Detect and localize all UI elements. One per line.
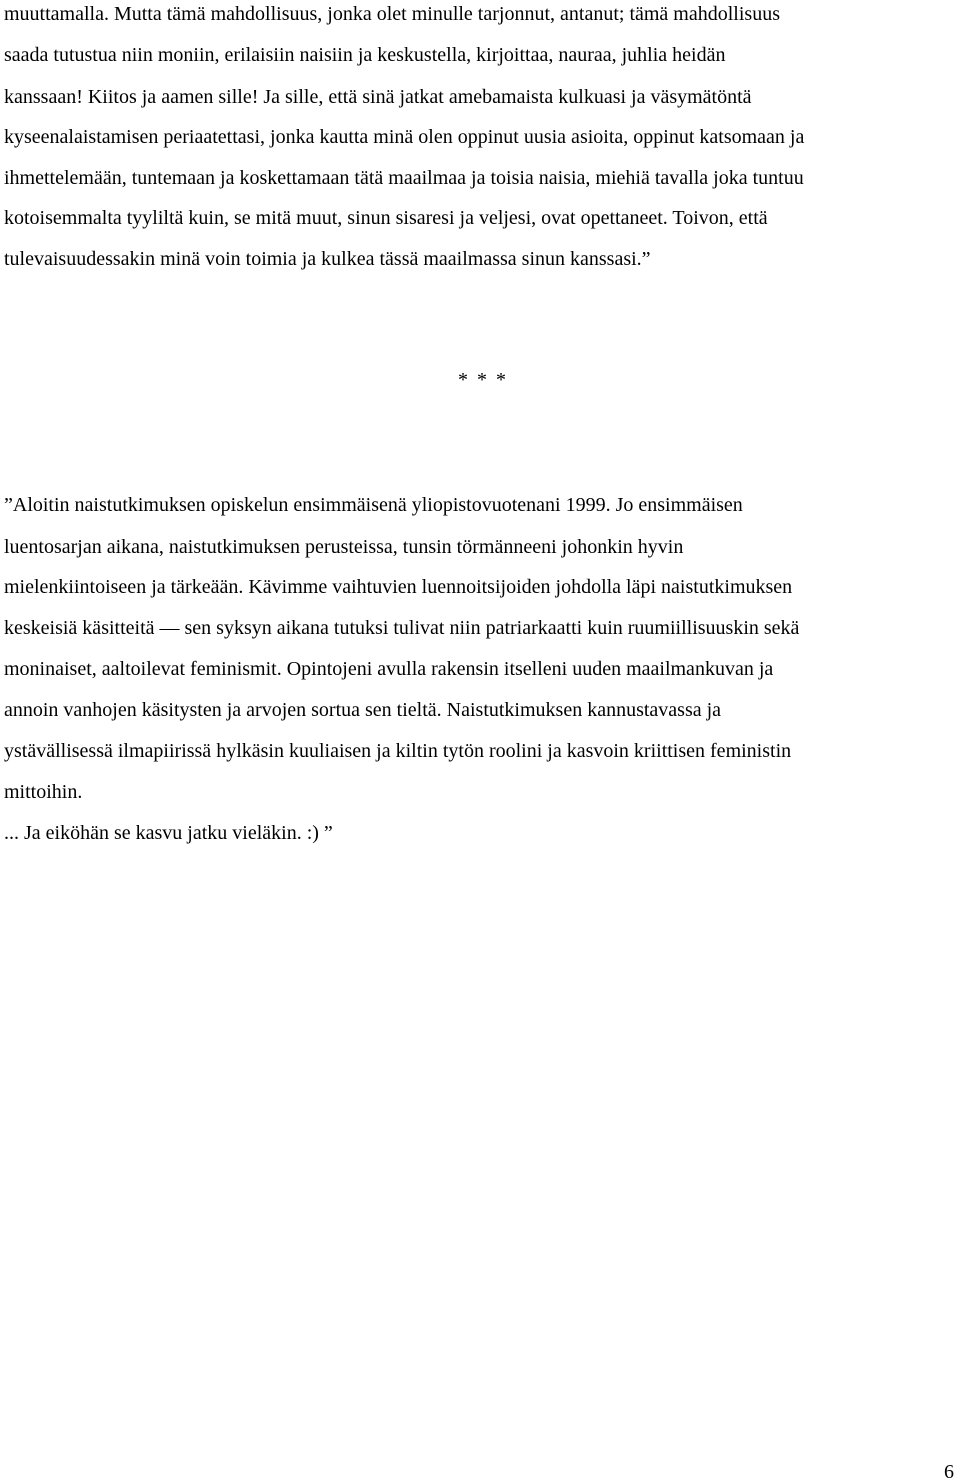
text-line: ystävällisessä ilmapiirissä hylkäsin kuuliaisen ja kiltin tytön roolini ja kasvoin kriittisen feministin <box>4 740 792 762</box>
text-line: saada tutustua niin moniin, erilaisiin naisiin ja keskustella, kirjoittaa, nauraa, juhlia heidän <box>4 44 726 66</box>
text-line: tulevaisuudessakin minä voin toimia ja kulkea tässä maailmassa sinun kanssasi.” <box>4 248 651 270</box>
text-line: moninaiset, aaltoilevat feminismit. Opintojeni avulla rakensin itselleni uuden maailmankuvan ja <box>4 658 774 680</box>
page-number: 6 <box>944 1461 954 1483</box>
text-line: ihmettelemään, tuntemaan ja koskettamaan tätä maailmaa ja toisia naisia, miehiä tavalla joka tuntuu <box>4 167 804 189</box>
text-line: kotoisemmalta tyyliltä kuin, se mitä muut, sinun sisaresi ja veljesi, ovat opettaneet. Toivon, että <box>4 207 768 229</box>
section-separator: * * * <box>458 369 508 391</box>
text-line: kyseenalaistamisen periaatettasi, jonka kautta minä olen oppinut uusia asioita, oppinut katsomaan ja <box>4 126 805 148</box>
text-line: keskeisiä käsitteitä — sen syksyn aikana tutuksi tulivat niin patriarkaatti kuin ruumiillisuuskin sekä <box>4 617 800 639</box>
text-line: luentosarjan aikana, naistutkimuksen perusteissa, tunsin törmänneeni johonkin hyvin <box>4 536 684 558</box>
text-line: ”Aloitin naistutkimuksen opiskelun ensimmäisenä yliopistovuotenani 1999. Jo ensimmäisen <box>4 494 743 516</box>
text-line: annoin vanhojen käsitysten ja arvojen sortua sen tieltä. Naistutkimuksen kannustavassa ja <box>4 699 722 721</box>
text-line: mielenkiintoiseen ja tärkeään. Kävimme vaihtuvien luennoitsijoiden johdolla läpi naistutkimuksen <box>4 576 793 598</box>
text-line: mittoihin. <box>4 781 83 803</box>
text-line: muuttamalla. Mutta tämä mahdollisuus, jonka olet minulle tarjonnut, antanut; tämä mahdollisuus <box>4 3 780 25</box>
text-line: kanssaan! Kiitos ja aamen sille! Ja sille, että sinä jatkat amebamaista kulkuasi ja väsymätöntä <box>4 86 752 108</box>
text-line: ... Ja eiköhän se kasvu jatku vieläkin. :) ” <box>4 822 333 844</box>
